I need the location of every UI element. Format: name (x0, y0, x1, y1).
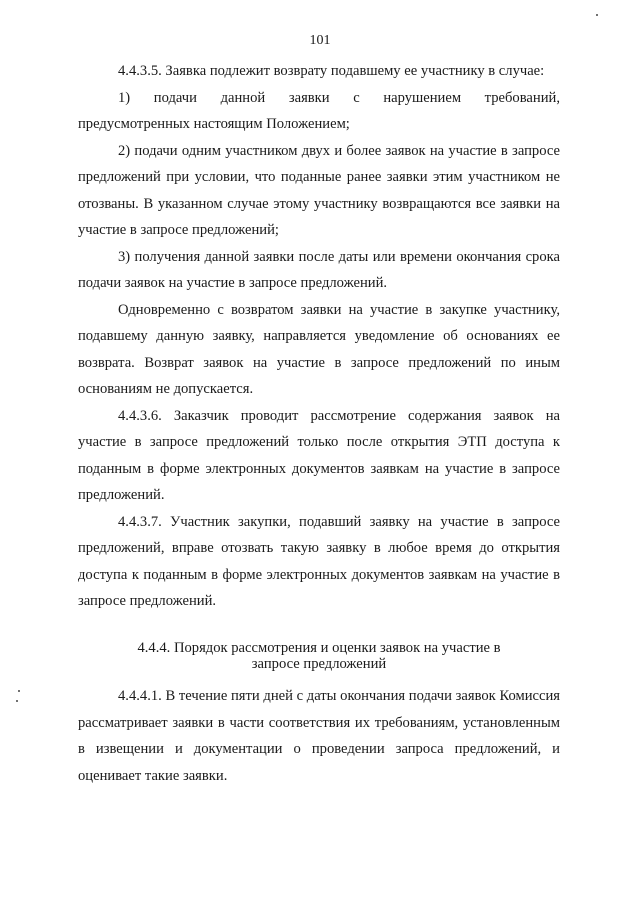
scan-speck (16, 700, 18, 702)
section-4-4-4-text (78, 683, 560, 789)
paragraph-return-notice: Одновременно с возвратом заявки на участие в закупке участнику, подавшему данную заявку, направляется уведомление об основаниях ее возврата. Возврат заявок на участие в запросе предложений по иным основаниям не допускается. (78, 301, 560, 397)
page-number: 101 (309, 33, 331, 48)
paragraph-4-4-3-6: 4.4.3.6. Заказчик проводит рассмотрение содержания заявок на участие в запросе предложений только после открытия ЭТП доступа к поданным в форме электронных документов заявкам на участие в запросе предложений. (78, 407, 560, 503)
paragraph-4-4-3-5: 4.4.3.5. Заявка подлежит возврату подавшему ее участнику в случае: (118, 63, 545, 79)
paragraph-item-1: 1) подачи данной заявки с нарушением требований, предусмотренных настоящим Положением; (78, 89, 560, 132)
paragraph-item-3: 3) получения данной заявки после даты или времени окончания срока подачи заявок на участие в запросе предложений. (78, 248, 560, 291)
section-heading-line-1: 4.4.4. Порядок рассмотрения и оценки заявок на участие в (137, 640, 501, 656)
paragraph-item-2: 2) подачи одним участником двух и более заявок на участие в запросе предложений при условии, что поданные ранее заявки этим участником не отозваны. В указанном случае этому участнику возвращаются все заявки на участие в запросе предложений; (78, 142, 560, 238)
section-heading-4-4-4 (78, 640, 560, 672)
scan-speck (18, 690, 20, 692)
paragraph-4-4-3-7: 4.4.3.7. Участник закупки, подавший заявку на участие в запросе предложений, вправе отозвать такую заявку в любое время до открытия доступа к поданным в форме электронных документов заявкам на участие в запросе предложений. (78, 513, 560, 609)
paragraph-4-4-4-1: 4.4.4.1. В течение пяти дней с даты окончания подачи заявок Комиссия рассматривает заявки в части соответствия их требованиям, установленным в извещении и документации о проведении запроса предложений, и оценивает такие заявки. (78, 688, 560, 784)
scan-speck (596, 14, 598, 16)
section-heading-line-2: запросе предложений (251, 656, 387, 672)
section-4-4-3-text (78, 58, 560, 615)
